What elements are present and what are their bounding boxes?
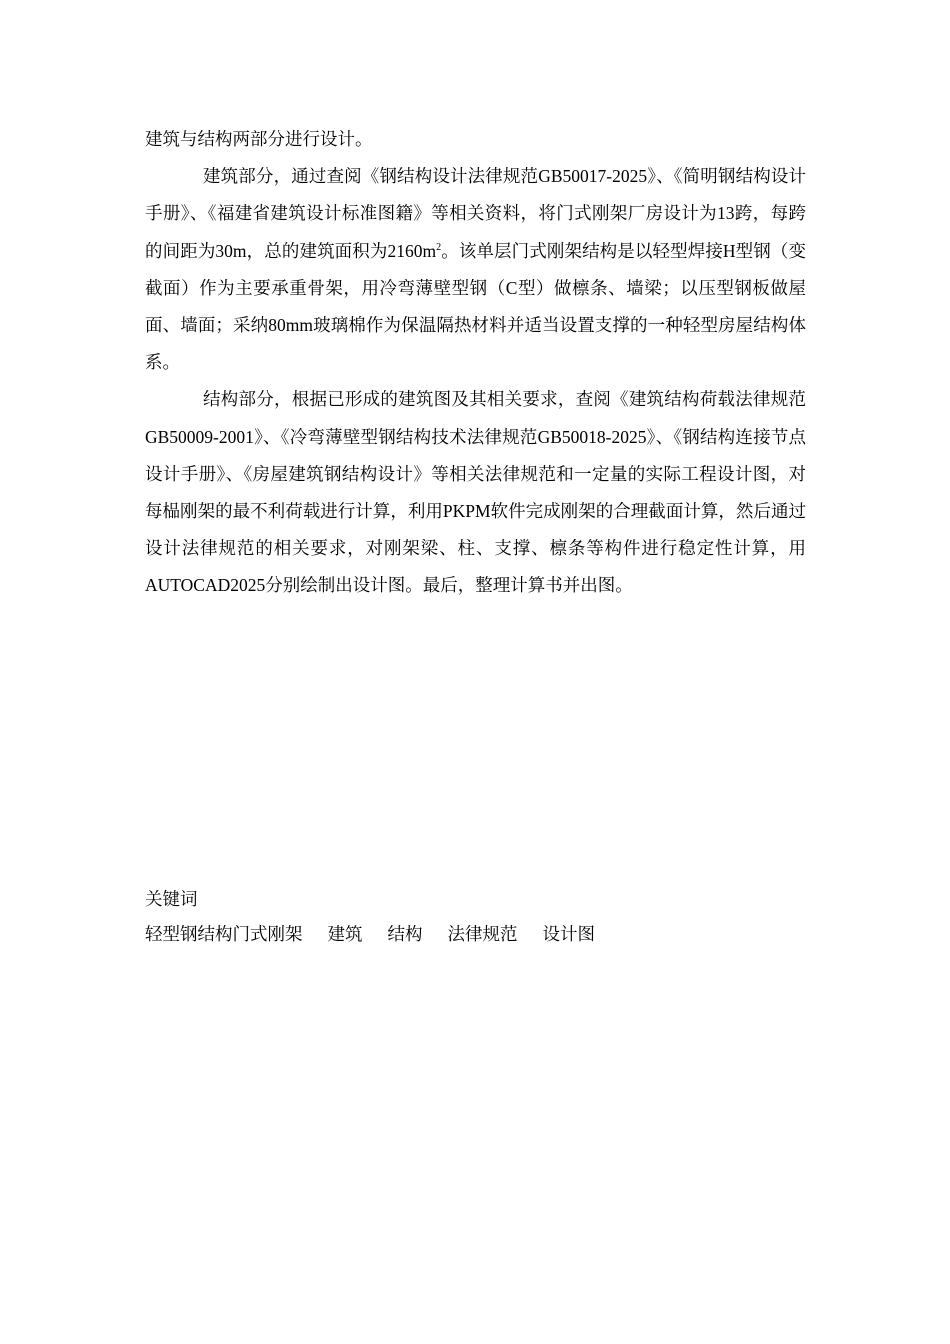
keyword-item: 法律规范 bbox=[447, 924, 518, 944]
keywords-list bbox=[145, 917, 806, 952]
paragraph-architecture-text: 建筑部分，通过查阅《钢结构设计法律规范GB50017-2025》、《简明钢结构设计手册》、《福建省建筑设计标准图籍》等相关资料，将门式刚架厂房设计为13跨，每跨的间距为30m，总的建筑面积为2160m bbox=[145, 166, 806, 261]
keyword-item: 建筑 bbox=[327, 924, 363, 944]
keyword-item: 轻型钢结构门式刚架 bbox=[145, 924, 303, 944]
keyword-item: 结构 bbox=[387, 924, 423, 944]
keywords-section bbox=[145, 882, 806, 952]
paragraph-structure: 结构部分，根据已形成的建筑图及其相关要求，查阅《建筑结构荷载法律规范GB50009-2001》、《冷弯薄壁型钢结构技术法律规范GB50018-2025》、《钢结构连接节点设计手册》、《房屋建筑钢结构设计》等相关法律规范和一定量的实际工程设计图，对每榀刚架的最不利荷载进行计算，利用PKPM软件完成刚架的合理截面计算，然后通过设计法律规范的相关要求，对刚架梁、柱、支撑、檩条等构件进行稳定性计算，用AUTOCAD2025分别绘制出设计图。最后，整理计算书并出图。 bbox=[145, 389, 806, 596]
keywords-heading: 关键词 bbox=[145, 889, 198, 909]
keyword-item: 设计图 bbox=[542, 924, 595, 944]
paragraph-continuation: 建筑与结构两部分进行设计。 bbox=[145, 129, 373, 149]
paragraph-architecture bbox=[145, 158, 806, 381]
abstract-body bbox=[145, 121, 806, 605]
area-unit-superscript: 2 bbox=[436, 241, 442, 253]
paragraph-architecture-text-continued: 。该单层门式刚架结构是以轻型焊接H型钢（变截面）作为主要承重骨架，用冷弯薄壁型钢（C型）做檩条、墙梁；以压型钢板做屋面、墙面；采纳80mm玻璃棉作为保温隔热材料并适当设置支撑的一种轻型房屋结构体系。 bbox=[145, 240, 806, 373]
